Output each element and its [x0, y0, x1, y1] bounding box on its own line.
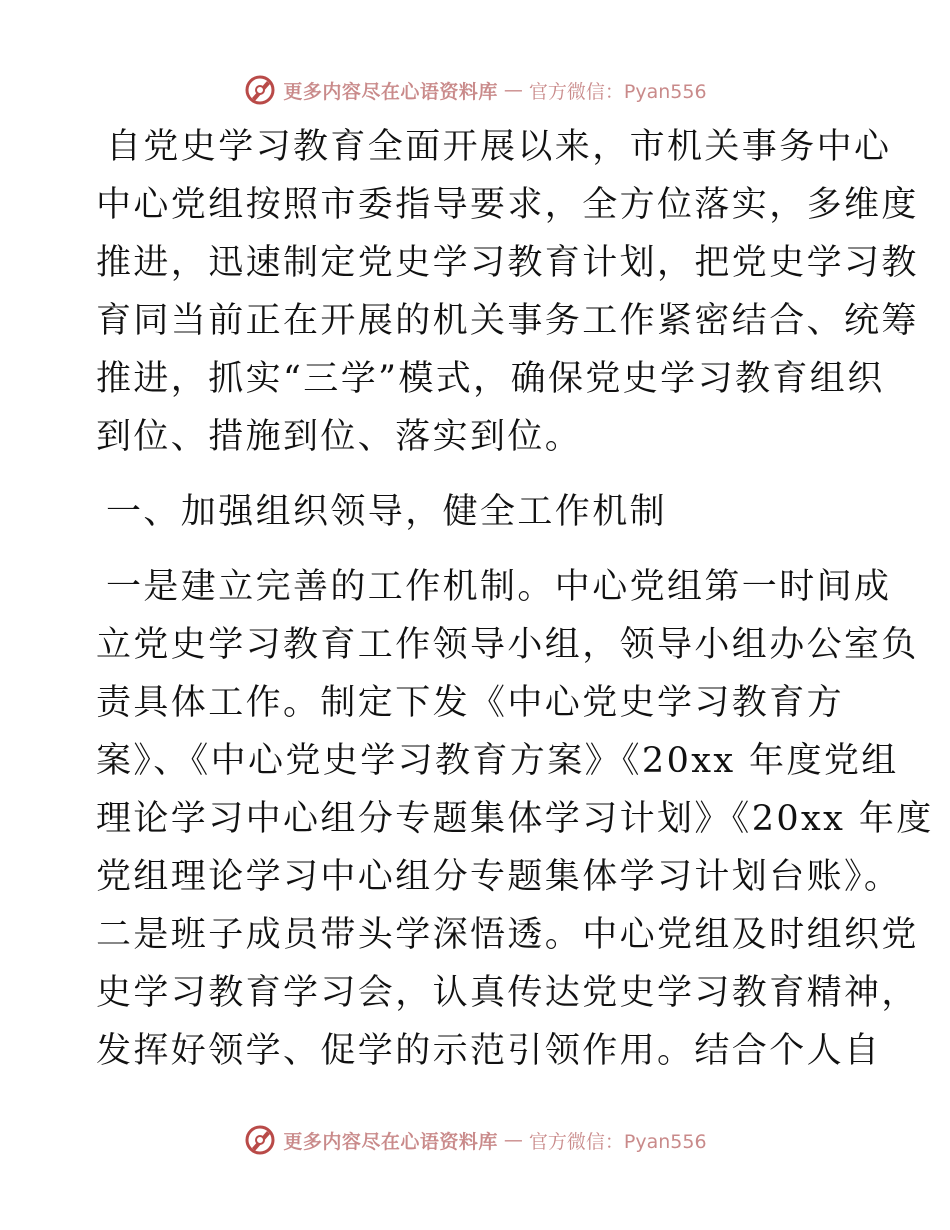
text-line: 发挥好领学、促学的示范引领作用。结合个人自: [96, 1031, 882, 1071]
watermark-dash: —: [503, 1129, 523, 1151]
text-line: 一是建立完善的工作机制。中心党组第一时间成: [106, 567, 892, 607]
text-line: 二是班子成员带头学深悟透。中心党组及时组织党: [96, 915, 919, 955]
watermark-brand-text: 更多内容尽在心语资料库: [283, 1130, 498, 1153]
text-line: 党组理论学习中心组分专题集体学习计划台账》。: [96, 857, 902, 897]
text-line: 中心党组按照市委指导要求，全方位落实，多维度: [96, 185, 919, 225]
text-line: 推进，迅速制定党史学习教育计划，把党史学习教: [96, 243, 919, 283]
footer-watermark: [0, 1120, 950, 1160]
text-line: 案》、《中心党史学习教育方案》《20xx 年度党组: [96, 741, 899, 781]
text-line: 责具体工作。制定下发《中心党史学习教育方: [96, 683, 845, 723]
brand-logo-icon: [243, 1123, 277, 1157]
text-line: 育同当前正在开展的机关事务工作紧密结合、统筹: [96, 301, 919, 341]
text-line: 到位、措施到位、落实到位。: [96, 417, 583, 457]
text-line: 理论学习中心组分专题集体学习计划》《20xx 年度: [96, 799, 934, 839]
text-line: 史学习教育学习会，认真传达党史学习教育精神，: [96, 973, 919, 1013]
paragraph-mechanism: [96, 558, 934, 1080]
watermark-brand-text: 更多内容尽在心语资料库: [283, 80, 498, 103]
text-line: 自党史学习教育全面开展以来，市机关事务中心: [106, 127, 892, 167]
watermark-dash: —: [503, 79, 523, 101]
watermark-wechat-text: 官方微信：Pyan556: [528, 80, 707, 103]
text-line: 立党史学习教育工作领导小组，领导小组办公室负: [96, 625, 919, 665]
text-line: 推进，抓实“三学”模式，确保党史学习教育组织: [96, 359, 885, 399]
watermark-wechat-text: 官方微信：Pyan556: [528, 1130, 707, 1153]
paragraph-intro: [96, 118, 919, 466]
section-heading: 一、加强组织领导，健全工作机制: [106, 492, 668, 532]
document-body: [96, 118, 934, 1080]
brand-logo-icon: [243, 73, 277, 107]
header-watermark: [0, 70, 950, 110]
